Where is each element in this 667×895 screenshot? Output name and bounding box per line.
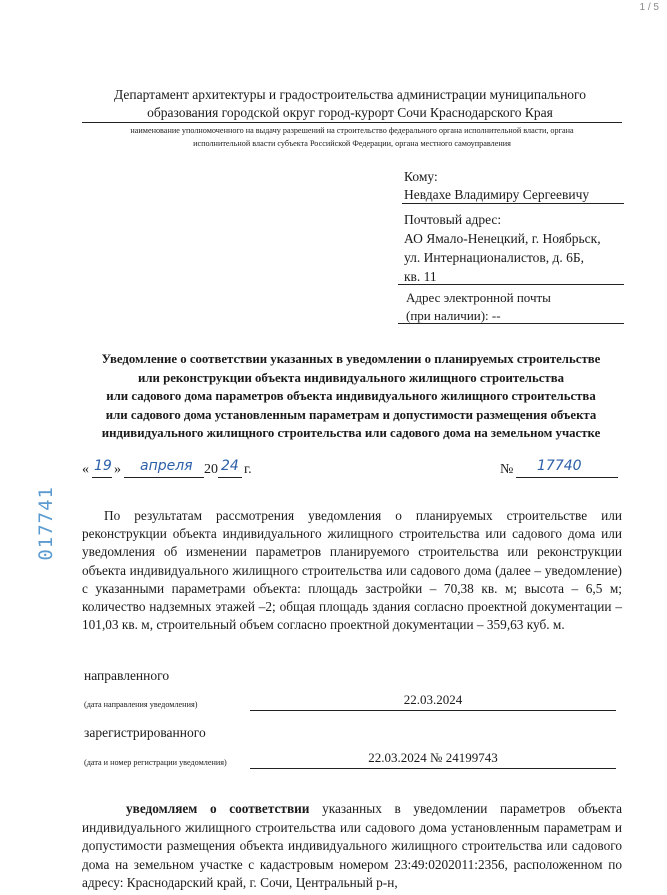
year-end: г.: [244, 462, 252, 477]
sent-label: направленного: [84, 668, 170, 683]
authority-caption: [82, 124, 622, 150]
page-counter: 1 / 5: [639, 2, 659, 13]
number-rule: [516, 477, 618, 478]
registered-label: зарегистрированного: [84, 725, 206, 740]
notification-paragraph: [82, 800, 622, 893]
body-paragraph: [82, 507, 622, 634]
department-line-2: образования городской округ город-курорт Сочи Краснодарского Края: [147, 105, 553, 120]
sent-caption: (дата направления уведомления): [84, 700, 198, 709]
department-header: [80, 86, 620, 122]
registered-rule: [250, 768, 616, 769]
registered-value: 22.03.2024 № 24199743: [368, 750, 498, 765]
year-prefix: 20: [204, 462, 218, 477]
title-line-4: или садового дома установленным параметрам и допустимости размещения объекта: [105, 407, 597, 422]
registered-caption: (дата и номер регистрации уведомления): [84, 758, 227, 767]
postal-address-rule: [398, 284, 624, 285]
number-sign: №: [500, 462, 514, 477]
email-value: (при наличии): --: [406, 308, 501, 323]
title-line-1: Уведомление о соответствии указанных в уведомлении о планируемых строительстве: [101, 352, 601, 366]
day-rule: [92, 477, 112, 478]
month-rule: [124, 477, 204, 478]
postal-address-line-2: ул. Интернационалистов, д. 6Б,: [404, 250, 585, 265]
handwritten-number: 17740: [537, 458, 582, 474]
date-open-quote: «: [82, 462, 89, 477]
title-line-2: или реконструкции объекта индивидуального жилищного строительства: [137, 370, 565, 385]
document-title: [82, 350, 620, 443]
header-rule: [82, 122, 622, 123]
sent-rule: [250, 710, 616, 711]
sent-date-value: 22.03.2024: [403, 692, 463, 707]
notify-text: указанных в уведомлении параметров объекта индивидуального жилищного строительства или садового дома установленным параметрам и допустимости размещения объекта индивидуального жилищного строительства или садового дома на земельном участке с кадастровым номером 23:49:0202011:2356, расположенном по адресу: Краснодарский край, г. Сочи, Центральный р-н,: [82, 801, 622, 891]
recipient-name: Невдахе Владимиру Сергеевичу: [404, 187, 590, 202]
title-line-3: или садового дома параметров объекта индивидуального жилищного строительства: [106, 389, 596, 403]
body-paragraph-text: По результатам рассмотрения уведомления о планируемых строительстве или реконструкции объекта индивидуального жилищного строительства или садового дома или уведомления об изменении параметров планируемого строительства или реконструкции объекта индивидуального жилищного строительства или садового дома (далее – уведомление) с указанными параметрами объекта: площадь застройки – 70,38 кв. м; высота – 6,5 м; количество надземных этажей –2; общая площадь здания согласно проектной документации – 101,03 кв. м, строительный объем согласно проектной документации – 359,63 куб. м.: [82, 508, 622, 633]
recipient-to-label: Кому:: [404, 169, 438, 184]
email-rule: [398, 323, 624, 324]
notify-bold-lead: уведомляем о соответствии: [126, 801, 310, 816]
authority-caption-line-2: исполнительной власти субъекта Российской Федерации, органа местного самоуправления: [193, 139, 511, 148]
postal-address-line-3: кв. 11: [404, 269, 437, 284]
authority-caption-line-1: наименование уполномоченного на выдачу разрешений на строительство федерального органа исполнительной власти, органа: [130, 126, 574, 135]
recipient-name-rule: [402, 203, 624, 204]
department-line-1: Департамент архитектуры и градостроительства администрации муниципального: [113, 87, 587, 102]
postal-address-label: Почтовый адрес:: [404, 212, 502, 227]
year-rule: [218, 477, 242, 478]
registration-stamp: 017741: [35, 486, 57, 561]
handwritten-month: апреля: [140, 458, 193, 474]
handwritten-year: 24: [221, 458, 239, 474]
postal-address-line-1: АО Ямало-Ненецкий, г. Ноябрьск,: [404, 231, 601, 246]
title-line-5: индивидуального жилищного строительства или садового дома на земельном участке: [101, 426, 601, 440]
handwritten-day: 19: [94, 458, 112, 474]
date-close-quote: »: [114, 462, 121, 477]
email-label: Адрес электронной почты: [406, 290, 551, 305]
date-number-line: [82, 458, 622, 482]
